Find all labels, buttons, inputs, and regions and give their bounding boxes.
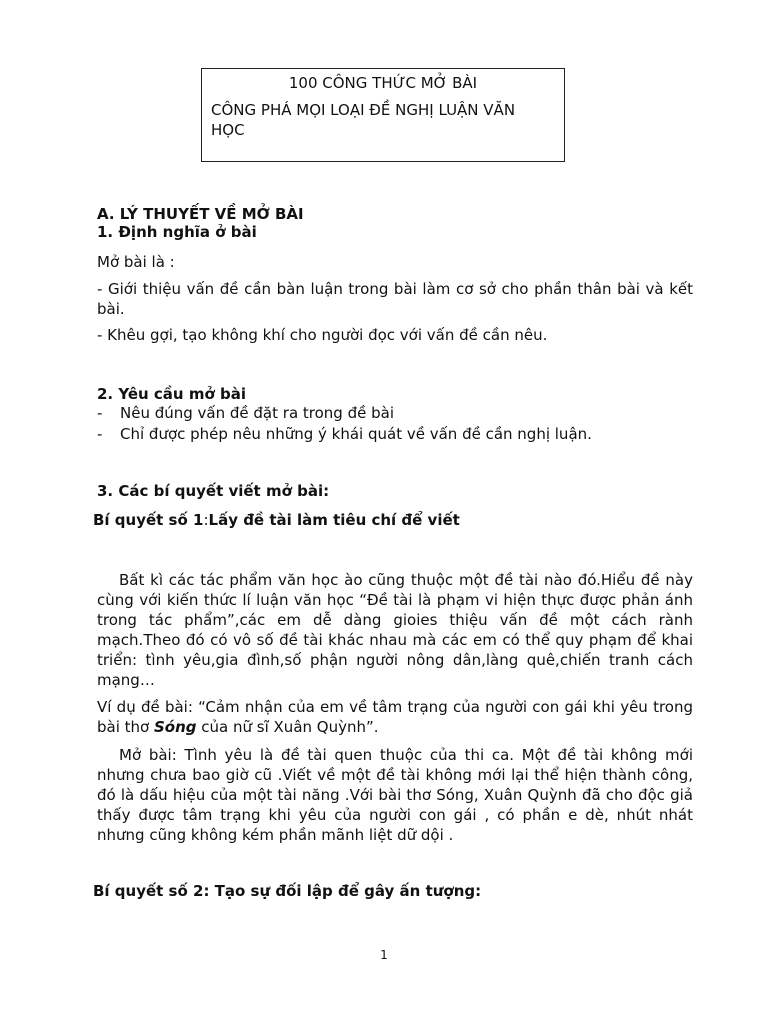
definition-point-2: - Khêu gợi, tạo không khí cho người đọc với vấn đề cần nêu. [97, 326, 548, 344]
example-text-a: Ví dụ đề bài: “Cảm nhận của em về tâm trạng của người con gái khi yêu trong bài thơ [97, 698, 693, 736]
list-bullet: - [97, 404, 103, 422]
requirement-item-2: Chỉ được phép nêu những ý khái quát về vấn đề cần nghị luận. [120, 425, 592, 443]
poem-title: Sóng [153, 718, 197, 736]
title-box [201, 68, 565, 162]
list-bullet: - [97, 425, 103, 443]
subsection-2-heading: 2. Yêu cầu mở bài [97, 385, 246, 403]
tip-1-colon: : [203, 511, 209, 529]
title-line-2: CÔNG PHÁ MỌI LOẠI ĐỀ NGHỊ LUẬN VĂN HỌC [211, 101, 516, 139]
tip-2-heading: Bí quyết số 2: Tạo sự đối lập để gây ấn tượng: [93, 882, 482, 900]
example-text-c: của nữ sĩ Xuân Quỳnh”. [196, 718, 379, 736]
requirement-item-1: Nêu đúng vấn đề đặt ra trong đề bài [120, 404, 394, 422]
page-number: 1 [380, 948, 388, 962]
sample-opening: Mở bài: Tình yêu là đề tài quen thuộc của thi ca. Một đề tài không mới nhưng chưa bao giờ cũ .Viết về một đề tài không mới lại thể hiện thành công, đó là dấu hiệu của một tài năng .Với bài thơ Sóng, Xuân Quỳnh đã cho độc giả thấy được tâm trạng khi yêu của người con gái , có phần e dè, nhút nhát nhưng cũng không kém phần mãnh liệt dữ dội . [97, 746, 693, 844]
title-line-1: 100 CÔNG THỨC MỞ BÀI [288, 74, 478, 92]
subsection-3-heading: 3. Các bí quyết viết mở bài: [97, 482, 330, 500]
definition-point-1: - Giới thiệu vấn đề cần bàn luận trong bài làm cơ sở cho phần thân bài và kết bài. [97, 280, 693, 318]
example-prompt [97, 697, 693, 737]
tip-1-label: Bí quyết số 1 [93, 511, 204, 529]
section-a-heading: A. LÝ THUYẾT VỀ MỞ BÀI [97, 205, 304, 223]
tip-1-heading [93, 511, 460, 529]
tip-1-title: Lấy đề tài làm tiêu chí để viết [208, 511, 460, 529]
subsection-1-heading: 1. Định nghĩa ở bài [97, 223, 257, 241]
tip-1-body: Bất kì các tác phẩm văn học ào cũng thuộc một đề tài nào đó.Hiểu đề này cùng với kiến thức lí luận văn học “Đề tài là phạm vi hiện thực được phản ánh trong tác phẩm”,các em dễ dàng gioies thiệu vấn đề một cách rành mạch.Theo đó có vô số đề tài khác nhau mà các em có thể quy phạm để khai triển: tình yêu,gia đình,số phận người nông dân,làng quê,chiến tranh cách mạng… [97, 571, 693, 689]
definition-intro: Mở bài là : [97, 253, 175, 271]
